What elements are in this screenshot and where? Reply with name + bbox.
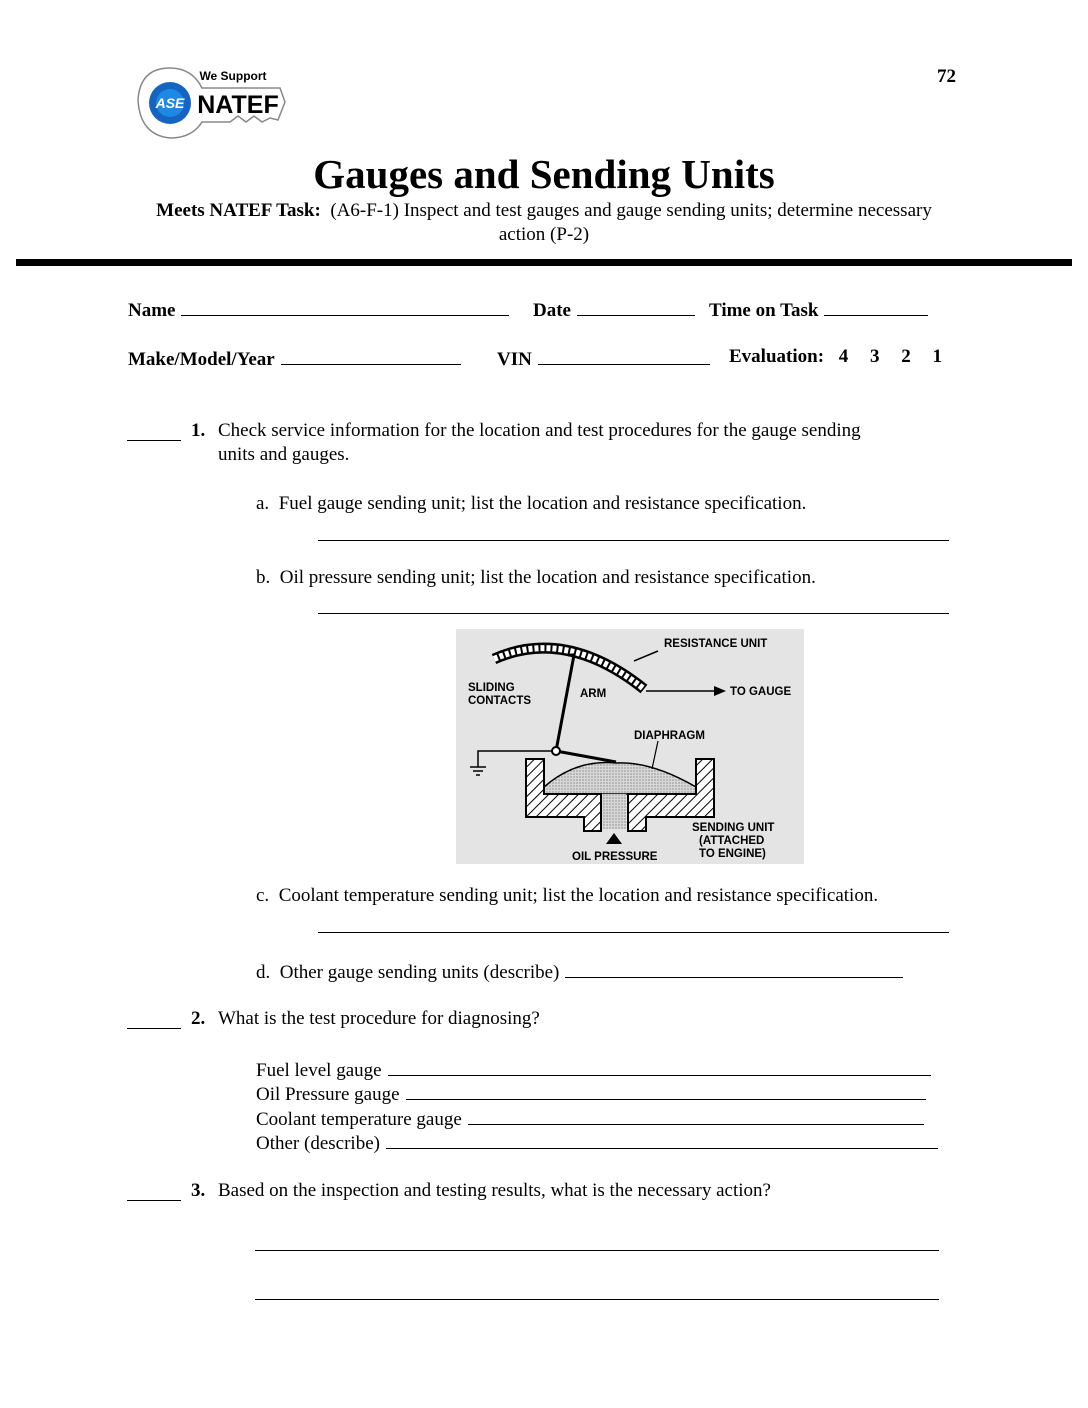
name-field[interactable] — [128, 297, 509, 322]
q3-answer-line-2[interactable] — [255, 1299, 939, 1300]
q3-text: Based on the inspection and testing results, what is the necessary action? — [218, 1180, 771, 1201]
q3-check-blank[interactable] — [127, 1200, 181, 1201]
page-title: Gauges and Sending Units — [313, 151, 775, 197]
q1c-answer-line[interactable] — [318, 932, 949, 933]
q1c: c. Coolant temperature sending unit; list the location and resistance specification. — [256, 885, 879, 906]
q2-coolant: Coolant temperature gauge — [256, 1106, 924, 1131]
svg-text:DIAPHRAGM: DIAPHRAGM — [634, 730, 705, 742]
score-3[interactable]: 3 — [870, 346, 880, 367]
time-label: Time on Task — [709, 300, 819, 321]
name-label: Name — [128, 300, 176, 321]
fuel-answer-line[interactable] — [388, 1057, 931, 1076]
other-answer-line[interactable] — [386, 1130, 938, 1149]
svg-text:NATEF: NATEF — [197, 91, 279, 119]
date-label: Date — [533, 300, 571, 321]
q1a: a. Fuel gauge sending unit; list the location and resistance specification. — [256, 493, 807, 514]
q2-text: What is the test procedure for diagnosing? — [218, 1008, 540, 1029]
vin-field[interactable] — [497, 346, 710, 371]
oil-pressure-sending-unit-diagram — [456, 629, 804, 864]
mmy-label: Make/Model/Year — [128, 349, 275, 370]
q2-other: Other (describe) — [256, 1130, 938, 1155]
svg-text:(ATTACHED: (ATTACHED — [699, 835, 765, 847]
page-number: 72 — [937, 66, 956, 87]
svg-text:RESISTANCE UNIT: RESISTANCE UNIT — [664, 638, 768, 650]
q1d: d. Other gauge sending units (describe) — [256, 959, 903, 984]
divider — [16, 259, 1072, 266]
vin-label: VIN — [497, 349, 532, 370]
time-on-task-field[interactable] — [709, 297, 928, 322]
q3-answer-line-1[interactable] — [255, 1250, 939, 1251]
svg-text:SLIDING: SLIDING — [468, 682, 515, 694]
svg-text:SENDING UNIT: SENDING UNIT — [692, 822, 775, 834]
svg-text:ARM: ARM — [580, 688, 607, 700]
natef-logo — [130, 60, 295, 145]
q1b-answer-line[interactable] — [318, 613, 949, 614]
task-label: Meets NATEF Task: — [156, 200, 321, 221]
svg-text:TO GAUGE: TO GAUGE — [730, 686, 792, 698]
q3-number: 3. — [191, 1180, 206, 1201]
q2-fuel: Fuel level gauge — [256, 1057, 931, 1082]
q1d-answer-line[interactable] — [565, 959, 903, 978]
q1a-answer-line[interactable] — [318, 540, 949, 541]
svg-text:OIL PRESSURE: OIL PRESSURE — [572, 851, 658, 863]
q1-text-cont: units and gauges. — [218, 444, 350, 465]
score-4[interactable]: 4 — [838, 346, 849, 367]
svg-text:TO ENGINE): TO ENGINE) — [699, 848, 766, 860]
coolant-answer-line[interactable] — [468, 1106, 924, 1125]
svg-text:ASE: ASE — [155, 95, 185, 111]
score-1[interactable]: 1 — [932, 346, 943, 367]
q1-number: 1. — [191, 420, 206, 441]
q2-number: 2. — [191, 1008, 206, 1029]
q1b: b. Oil pressure sending unit; list the location and resistance specification. — [256, 567, 816, 588]
q2-oil: Oil Pressure gauge — [256, 1081, 926, 1106]
task-text: (A6-F-1) Inspect and test gauges and gauge sending units; determine necessary action (P-2) — [330, 200, 932, 245]
date-field[interactable] — [533, 297, 695, 322]
make-model-year-field[interactable] — [128, 346, 461, 371]
oil-answer-line[interactable] — [406, 1081, 926, 1100]
q1-check-blank[interactable] — [127, 440, 181, 441]
score-2[interactable]: 2 — [901, 346, 911, 367]
evaluation: Evaluation: 4 3 2 1 — [729, 346, 943, 367]
svg-text:We Support: We Support — [199, 69, 267, 83]
svg-text:CONTACTS: CONTACTS — [468, 695, 532, 707]
q2-check-blank[interactable] — [127, 1028, 181, 1029]
q1-text: Check service information for the location and test procedures for the gauge sending — [218, 420, 861, 441]
task-description — [0, 199, 1088, 247]
